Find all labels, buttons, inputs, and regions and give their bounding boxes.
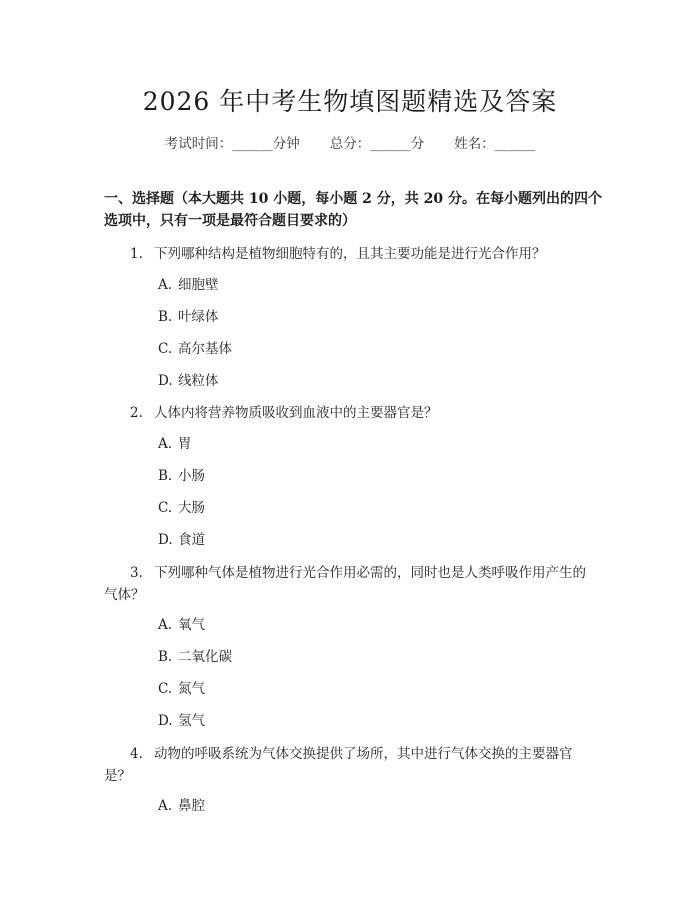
question-1 — [104, 243, 594, 265]
exam-score: 总分：______分 — [329, 136, 425, 152]
question-text: 下列哪种气体是植物进行光合作用必需的，同时也是人类呼吸作用产生的气体？ — [104, 565, 586, 603]
option-3b: B. 二氧化碳 — [158, 649, 232, 665]
question-text: 动物的呼吸系统为气体交换提供了场所，其中进行气体交换的主要器官是？ — [104, 746, 573, 784]
question-2 — [104, 402, 594, 424]
question-3 — [104, 562, 594, 606]
question-number: 3. — [130, 565, 143, 581]
exam-time: 考试时间：______分钟 — [164, 136, 300, 152]
question-text: 人体内将营养物质吸收到血液中的主要器官是？ — [154, 405, 438, 421]
question-number: 1. — [130, 246, 143, 262]
option-2d: D. 食道 — [158, 532, 205, 548]
page-title: 2026 年中考生物填图题精选及答案 — [142, 87, 558, 116]
option-1d: D. 线粒体 — [158, 373, 219, 389]
question-4 — [104, 743, 594, 787]
question-number: 2. — [130, 405, 143, 421]
exam-name: 姓名：______ — [454, 136, 536, 152]
option-2c: C. 大肠 — [158, 500, 205, 516]
section-header: 一、选择题（本大题共 10 小题，每小题 2 分，共 20 分。在每小题列出的四个选项中，只有一项是最符合题目要求的） — [104, 191, 602, 229]
option-1c: C. 高尔基体 — [158, 341, 232, 357]
option-4a: A. 鼻腔 — [158, 798, 205, 814]
option-3d: D. 氢气 — [158, 713, 205, 729]
option-1b: B. 叶绿体 — [158, 309, 219, 325]
option-3a: A. 氧气 — [158, 617, 205, 633]
exam-meta — [0, 132, 700, 152]
question-text: 下列哪种结构是植物细胞特有的，且其主要功能是进行光合作用？ — [154, 246, 546, 262]
question-number: 4. — [130, 746, 143, 762]
option-1a: A. 细胞壁 — [158, 277, 219, 293]
option-3c: C. 氮气 — [158, 681, 205, 697]
option-2b: B. 小肠 — [158, 468, 205, 484]
option-2a: A. 胃 — [158, 436, 192, 452]
